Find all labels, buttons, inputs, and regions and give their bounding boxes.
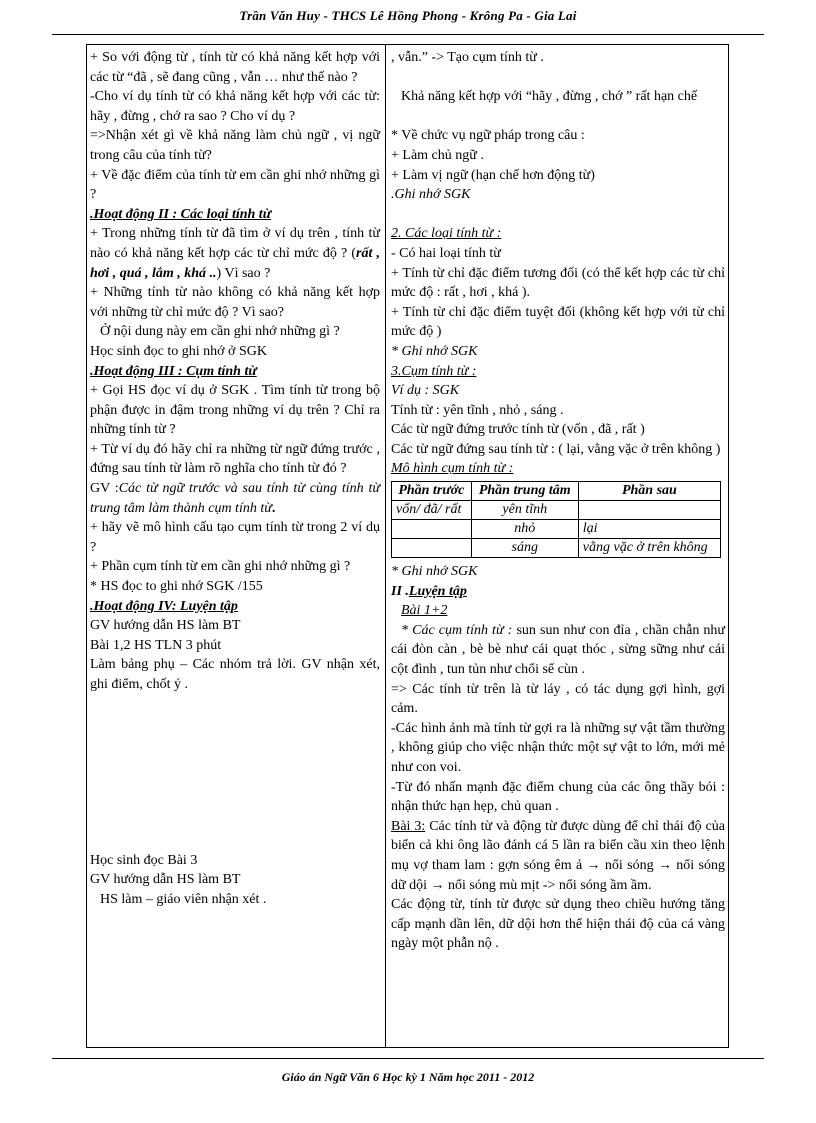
text-line: + Những tính từ nào không có khả năng kết hợp với những từ chỉ mức độ ? Vì sao? <box>90 285 380 320</box>
section-heading: 2. Các loại tính từ : <box>391 226 502 242</box>
spacer <box>391 68 725 88</box>
text-part: * Các cụm tính từ : <box>401 622 513 638</box>
table-cell: yên tĩnh <box>471 501 578 520</box>
column-divider <box>385 44 386 1048</box>
exercise-label: Bài 1+2 <box>401 603 448 619</box>
text-line: -Từ đó nhấn mạnh đặc điểm chung của các ông thầy bói : nhận thức hạn hẹp, chủ quan . <box>391 779 725 815</box>
text-line: + Tính từ chỉ đặc điểm tuyệt đối (không kết hợp với từ chỉ mức độ ) <box>391 304 725 340</box>
page-header: Trần Văn Huy - THCS Lê Hồng Phong - Krông Pa - Gia Lai <box>239 8 577 23</box>
text-line: Làm bảng phụ – Các nhóm trả lời. GV nhận xét, ghi điểm, chốt ý . <box>90 657 380 692</box>
text-line: + hãy vẽ mô hình cấu tạo cụm tính từ trong 2 ví dụ ? <box>90 520 380 555</box>
text-line: * Về chức vụ ngữ pháp trong câu : <box>391 128 585 144</box>
content-column <box>391 48 725 954</box>
text-line: + Làm vị ngữ (hạn chế hơn động từ) <box>391 167 595 183</box>
text-line: Bài 1,2 HS TLN 3 phút <box>90 637 222 653</box>
text-line: .Ghi nhớ SGK <box>391 187 471 203</box>
text-part: II . <box>391 583 409 599</box>
text-part: sun sun như con đỉa , chần chẫn như cái đòn càn , bè bè như cái quạt thóc , sừng sững như cái cột đình , tun tủn như chổi sể cùn . <box>391 622 726 678</box>
spacer <box>391 205 725 225</box>
text-part: Các tính từ và động từ được dùng để chỉ thái độ của biển cả khi ông lão đánh cá 5 lần ra biển cầu xin theo lệnh mụ vợ tham lam : gợn sóng êm ả → nổi sóng → nổi sóng dữ dội → nổi sóng mù mịt -> nổi sóng ầm ầm. <box>391 818 725 893</box>
text-line: GV hướng dẫn HS làm BT <box>90 872 241 888</box>
activity-heading: .Hoạt động II : Các loại tính từ <box>90 206 272 222</box>
text-part: rất , hơi , quá , lắm , khá .. <box>90 245 380 281</box>
text-line: + Từ ví dụ đó hãy chỉ ra những từ ngữ đứng trước , đứng sau tính từ làm rõ nghĩa cho tính từ đó ? <box>90 441 380 477</box>
text-part: Các từ ngữ trước và sau tính từ cùng tính từ trung tâm làm thành cụm tính từ <box>90 481 380 516</box>
text-line: + Tính từ chỉ đặc điểm tương đối (có thể kết hợp các từ chỉ mức độ : rất , hơi , khá ). <box>391 265 725 301</box>
text-line: Ví dụ : SGK <box>391 383 460 399</box>
section-heading <box>391 582 725 602</box>
text-line: Tính từ : yên tĩnh , nhỏ , sáng . <box>391 402 564 418</box>
text-line: Khả năng kết hợp với “hãy , đừng , chớ ” rất hạn chế <box>401 89 698 105</box>
text-line: -Cho ví dụ tính từ có khả năng kết hợp với các từ: hãy , đừng , chớ ra sao ? Cho ví dụ ? <box>90 89 380 124</box>
text-line: Học sinh đọc to ghi nhớ ở SGK <box>90 343 267 359</box>
table-cell: vằng vặc ở trên không <box>578 539 720 558</box>
text-line: + Gọi HS đọc ví dụ ở SGK . Tìm tính từ trong bộ phận được in đậm trong những ví dụ trên ? Chỉ ra những tính từ ? <box>90 383 380 438</box>
text-line: => Các tính từ trên là từ láy , có tác dụng gợi hình, gợi cảm. <box>391 681 725 717</box>
text-part: Luyện tập <box>408 583 467 599</box>
table-header: Phần sau <box>578 482 720 501</box>
text-part: + Trong những tính từ đã tìm ở ví dụ trên , tính từ nào có khả năng kết hợp các từ chỉ mức độ ? ( <box>90 226 380 261</box>
text-line: + So với động từ , tính từ có khả năng kết hợp với các từ “đã , sẽ đang cũng , vẫn … như thế nào ? <box>90 50 380 85</box>
table-row <box>392 520 721 539</box>
table-cell: nhỏ <box>471 520 578 539</box>
text-line: Các động từ, tính từ được sử dụng theo chiều hướng tăng cấp mạnh dần lên, dữ dội hơn thể hiện thái độ của cá vàng ngày một phẫn nộ . <box>391 897 725 952</box>
text-line: + Về đặc điểm của tính từ em cần ghi nhớ những gì ? <box>90 167 380 203</box>
table-header: Phần trung tâm <box>471 482 578 501</box>
adjective-phrase-model-table <box>391 481 721 558</box>
text-line <box>90 479 380 518</box>
table-header: Phần trước <box>392 482 472 501</box>
table-row <box>392 539 721 558</box>
text-line: =>Nhận xét gì về khả năng làm chủ ngữ , vị ngữ trong câu của tính từ? <box>90 128 380 163</box>
table-cell <box>578 501 720 520</box>
activity-heading: .Hoạt động IV: Luyện tập <box>90 598 238 614</box>
text-line: Ở nội dung này em cần ghi nhớ những gì ? <box>100 324 340 340</box>
teacher-activity-column <box>90 48 380 909</box>
text-line: + Phần cụm tính từ em cần ghi nhớ những gì ? <box>90 559 351 575</box>
text-part: GV : <box>90 481 119 497</box>
text-line <box>391 817 725 895</box>
header-rule <box>52 34 764 35</box>
activity-heading: .Hoạt động III : Cụm tính từ <box>90 363 257 379</box>
section-heading: 3.Cụm tính từ : <box>391 363 477 379</box>
text-line: * Ghi nhớ SGK <box>391 564 478 580</box>
text-part: ) Vì sao ? <box>216 265 271 281</box>
table-cell: vốn/ đã/ rất <box>392 501 472 520</box>
text-line <box>391 621 725 680</box>
text-line: , vẫn.” -> Tạo cụm tính từ . <box>391 50 544 65</box>
text-line: - Có hai loại tính từ <box>391 245 501 261</box>
text-line: Các từ ngữ đứng trước tính từ (vốn , đã , rất ) <box>391 422 645 438</box>
text-line: * Ghi nhớ SGK <box>391 343 478 359</box>
text-line: -Các hình ảnh mà tính từ gợi ra là những sự vật tầm thường , không giúp cho việc nhận thức một sự vật to lớn, mới mẻ như con voi. <box>391 720 725 775</box>
table-header-row <box>392 482 721 501</box>
footer-rule <box>52 1058 764 1059</box>
text-line: * HS đọc to ghi nhớ SGK /155 <box>90 579 263 595</box>
table-row <box>392 501 721 520</box>
table-cell: sáng <box>471 539 578 558</box>
text-line: Học sinh đọc Bài 3 <box>90 852 198 868</box>
table-cell <box>392 520 472 539</box>
spacer <box>90 695 380 851</box>
section-heading: Mô hình cụm tính từ : <box>391 461 514 477</box>
text-line: HS làm – giáo viên nhận xét . <box>100 891 267 907</box>
text-part: . <box>271 500 276 516</box>
text-line <box>90 224 380 283</box>
text-line: GV hướng dẫn HS làm BT <box>90 618 241 634</box>
table-cell: lại <box>578 520 720 539</box>
table-cell <box>392 539 472 558</box>
text-line: + Làm chủ ngữ . <box>391 147 484 163</box>
page-footer: Giáo án Ngữ Văn 6 Học kỳ 1 Năm học 2011 - 2012 <box>281 1070 535 1084</box>
text-part: Bài 3: <box>391 818 426 834</box>
spacer <box>391 107 725 127</box>
text-line: Các từ ngữ đứng sau tính từ : ( lại, vằng vặc ở trên không ) <box>391 441 721 457</box>
